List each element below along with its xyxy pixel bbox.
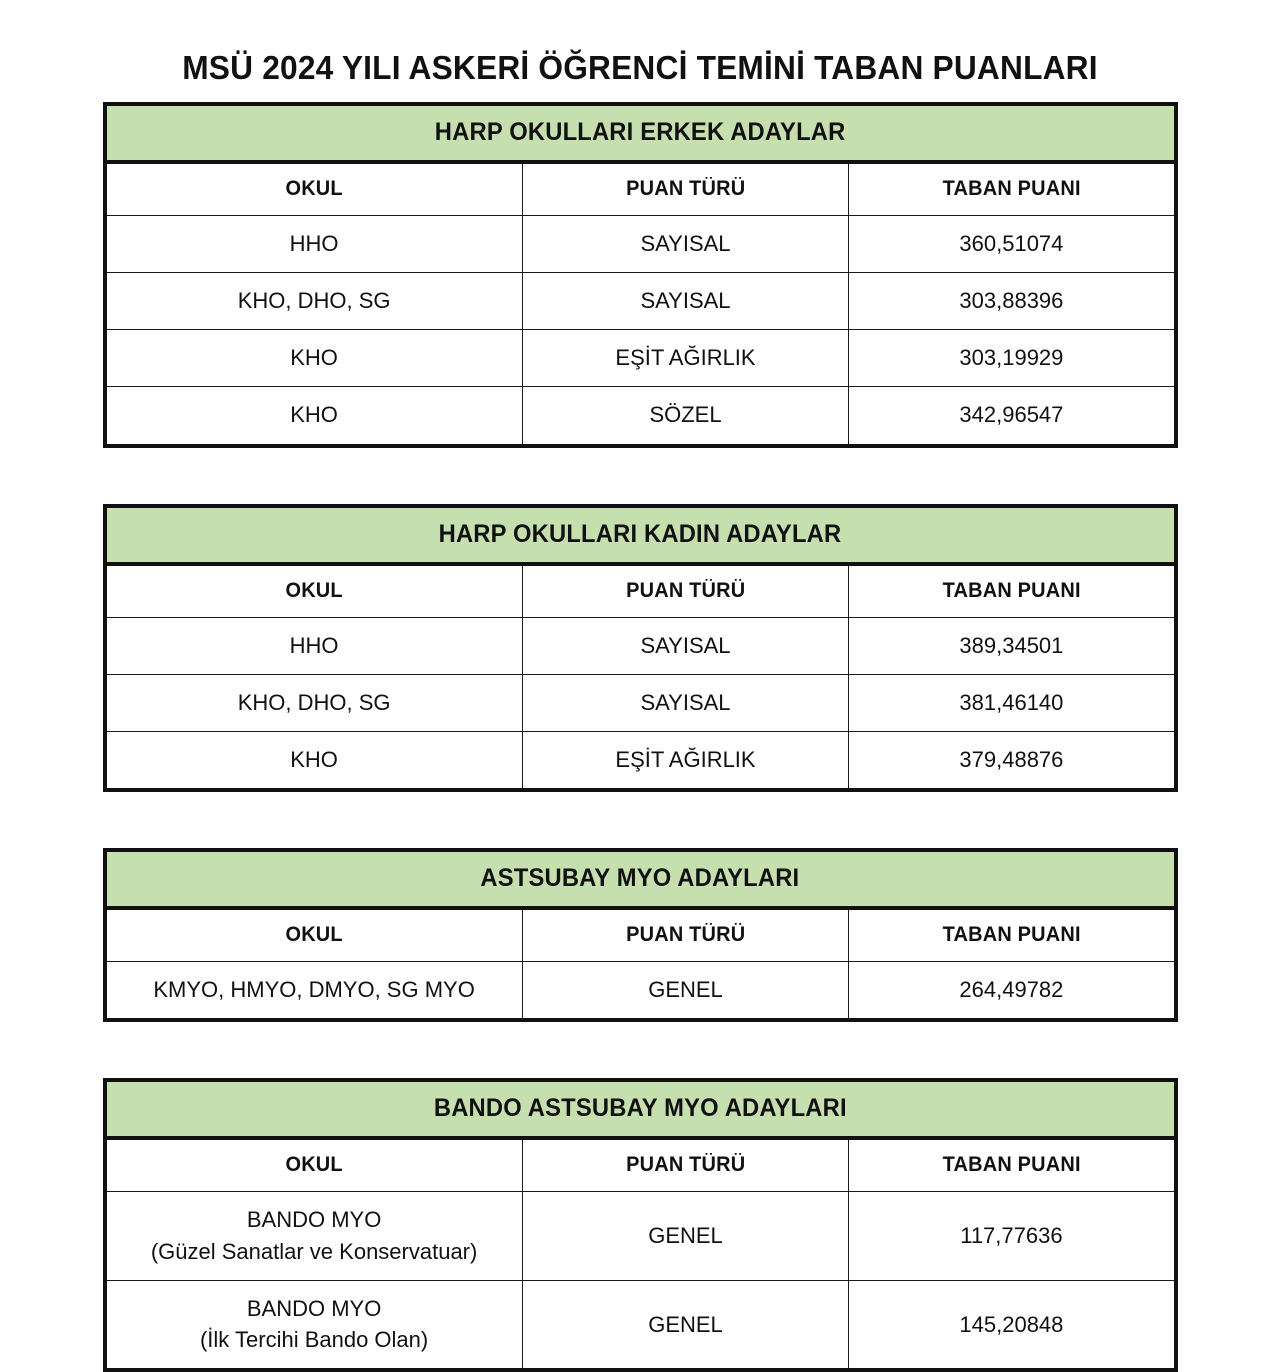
table-row (105, 330, 1176, 387)
table-row (105, 1280, 1176, 1370)
cell-puan-turu: EŞİT AĞIRLIK (522, 330, 849, 387)
column-header-taban-puani (849, 908, 1176, 962)
cell-okul-line1: BANDO MYO (246, 1295, 382, 1321)
cell-okul: HHO (105, 215, 523, 272)
table-banner-label: ASTSUBAY MYO ADAYLARI (480, 864, 800, 893)
column-header-okul (105, 564, 523, 618)
table-banner-row (105, 506, 1176, 564)
table-banner-row (105, 104, 1176, 162)
cell-puan-turu: SÖZEL (522, 387, 849, 446)
column-header-taban-puani-label: TABAN PUANI (942, 1153, 1081, 1177)
column-header-puan-turu (522, 162, 849, 216)
table-banner-label: HARP OKULLARI KADIN ADAYLAR (438, 519, 842, 548)
table-row (105, 617, 1176, 674)
cell-taban-puani: 145,20848 (849, 1280, 1176, 1370)
score-table-harp-okullari-kadin (103, 504, 1178, 793)
table-banner-bando-astsubay-myo (105, 1080, 1176, 1138)
column-header-puan-turu-label: PUAN TÜRÜ (625, 578, 746, 602)
column-header-okul (105, 908, 523, 962)
column-header-puan-turu-label: PUAN TÜRÜ (625, 1153, 746, 1177)
cell-okul: KHO (105, 732, 523, 791)
table-row (105, 272, 1176, 329)
table-banner-row (105, 1080, 1176, 1138)
cell-okul: KMYO, HMYO, DMYO, SG MYO (105, 962, 523, 1021)
table-banner-astsubay-myo (105, 850, 1176, 908)
column-header-okul (105, 162, 523, 216)
score-table-harp-okullari-erkek (103, 102, 1178, 448)
cell-puan-turu: GENEL (522, 1280, 849, 1370)
cell-okul-line2: (Güzel Sanatlar ve Konservatuar) (150, 1238, 478, 1264)
column-header-okul-label: OKUL (285, 1153, 343, 1177)
table-row (105, 1192, 1176, 1280)
table-row (105, 732, 1176, 791)
cell-puan-turu: GENEL (522, 962, 849, 1021)
column-header-taban-puani (849, 162, 1176, 216)
cell-puan-turu: EŞİT AĞIRLIK (522, 732, 849, 791)
column-header-okul-label: OKUL (285, 578, 343, 602)
column-header-okul (105, 1138, 523, 1192)
column-header-okul-label: OKUL (285, 923, 343, 947)
cell-okul-line2: (İlk Tercihi Bando Olan) (199, 1327, 429, 1353)
column-header-taban-puani-label: TABAN PUANI (942, 923, 1081, 947)
table-banner-row (105, 850, 1176, 908)
tables-container (0, 88, 1280, 1372)
table-row (105, 962, 1176, 1021)
table-banner-label: HARP OKULLARI ERKEK ADAYLAR (434, 117, 846, 146)
cell-puan-turu: SAYISAL (522, 272, 849, 329)
score-table-bando-astsubay-myo (103, 1078, 1178, 1372)
cell-puan-turu: SAYISAL (522, 215, 849, 272)
cell-puan-turu: SAYISAL (522, 674, 849, 731)
cell-puan-turu: GENEL (522, 1192, 849, 1280)
cell-taban-puani: 379,48876 (849, 732, 1176, 791)
cell-okul: KHO, DHO, SG (105, 674, 523, 731)
cell-okul: KHO, DHO, SG (105, 272, 523, 329)
table-row (105, 387, 1176, 446)
table-row (105, 215, 1176, 272)
column-header-puan-turu-label: PUAN TÜRÜ (625, 176, 746, 200)
column-header-row (105, 1138, 1176, 1192)
cell-taban-puani: 303,88396 (849, 272, 1176, 329)
cell-taban-puani: 342,96547 (849, 387, 1176, 446)
cell-okul-line1: BANDO MYO (246, 1207, 382, 1233)
cell-taban-puani: 389,34501 (849, 617, 1176, 674)
table-row (105, 674, 1176, 731)
column-header-taban-puani-label: TABAN PUANI (942, 578, 1081, 602)
cell-okul: KHO (105, 387, 523, 446)
column-header-row (105, 908, 1176, 962)
column-header-row (105, 162, 1176, 216)
column-header-taban-puani (849, 1138, 1176, 1192)
page-title: MSÜ 2024 YILI ASKERİ ÖĞRENCİ TEMİNİ TABAN PUANLARI (182, 49, 1098, 86)
column-header-row (105, 564, 1176, 618)
cell-okul: HHO (105, 617, 523, 674)
column-header-puan-turu (522, 1138, 849, 1192)
cell-puan-turu: SAYISAL (522, 617, 849, 674)
column-header-okul-label: OKUL (285, 176, 343, 200)
column-header-puan-turu-label: PUAN TÜRÜ (625, 923, 746, 947)
column-header-puan-turu (522, 564, 849, 618)
cell-taban-puani: 381,46140 (849, 674, 1176, 731)
column-header-taban-puani (849, 564, 1176, 618)
cell-okul (105, 1280, 523, 1370)
table-banner-label: BANDO ASTSUBAY MYO ADAYLARI (433, 1094, 847, 1123)
column-header-taban-puani-label: TABAN PUANI (942, 176, 1081, 200)
cell-taban-puani: 117,77636 (849, 1192, 1176, 1280)
table-banner-harp-okullari-kadin (105, 506, 1176, 564)
cell-taban-puani: 303,19929 (849, 330, 1176, 387)
cell-taban-puani: 360,51074 (849, 215, 1176, 272)
cell-taban-puani: 264,49782 (849, 962, 1176, 1021)
table-banner-harp-okullari-erkek (105, 104, 1176, 162)
score-table-astsubay-myo (103, 848, 1178, 1022)
cell-okul: KHO (105, 330, 523, 387)
column-header-puan-turu (522, 908, 849, 962)
cell-okul (105, 1192, 523, 1280)
